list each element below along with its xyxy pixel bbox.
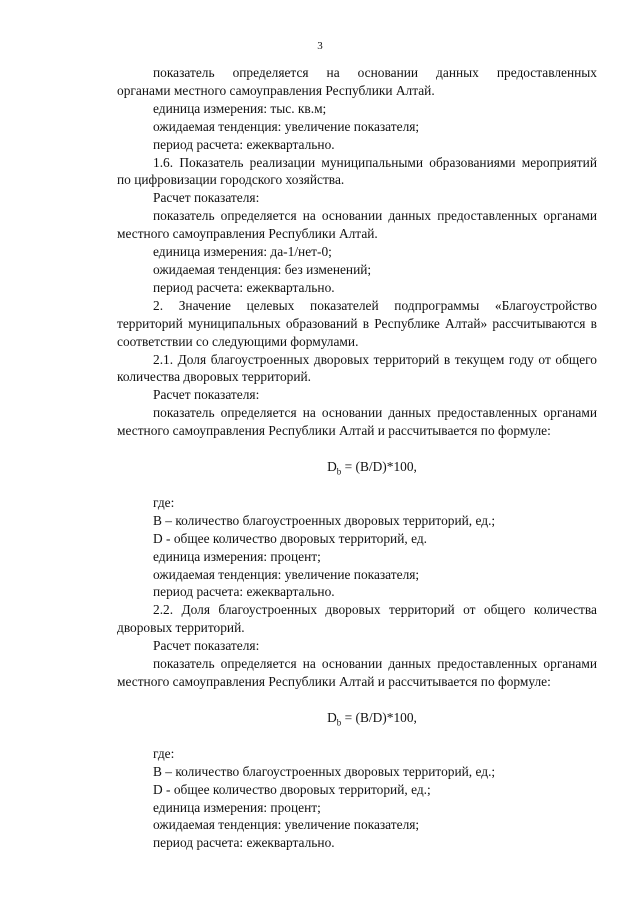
paragraph: где: [153,494,175,510]
paragraph: период расчета: ежеквартально. [153,835,335,851]
paragraph: B – количество благоустроенных дворовых территорий, ед.; [153,763,496,779]
paragraph: единица измерения: процент; [153,799,321,815]
paragraph: D - общее количество дворовых территорий, ед.; [153,781,431,797]
paragraph: органами местного самоуправления Республики Алтай. [117,82,435,98]
paragraph: Расчет показателя: [153,387,260,403]
paragraph: Расчет показателя: [153,638,260,654]
formula: $D_b = (B/D)*100$, [327,709,417,728]
paragraph: ожидаемая тенденция: без изменений; [153,261,372,277]
paragraph: 2.2. Доля благоустроенных дворовых территорий от общего количества дворовых территорий. [117,602,597,636]
paragraph: единица измерения: тыс. кв.м; [153,100,327,116]
paragraph: показатель определяется на основании данных предоставленных органами местного самоуправления Республики Алтай и рассчитывается по формуле: [117,405,597,439]
paragraph: период расчета: ежеквартально. [153,136,335,152]
paragraph: 1.6. Показатель реализации муниципальными образованиями мероприятий по цифровизации городского хозяйства. [117,154,597,188]
formula: $D_b = (B/D)*100$, [327,459,417,477]
paragraph: ожидаемая тенденция: увеличение показателя; [153,817,420,833]
paragraph: период расчета: ежеквартально. [153,584,335,600]
paragraph: 2.1. Доля благоустроенных дворовых территорий в текущем году от общего количества дворовых территорий. [117,351,597,385]
document-body [117,64,597,852]
paragraph: B – количество благоустроенных дворовых территорий, ед.; [153,512,496,528]
paragraph: Расчет показателя: [153,190,260,206]
paragraph: единица измерения: процент; [153,548,321,564]
paragraph: ожидаемая тенденция: увеличение показателя; [153,566,420,582]
paragraph: показатель определяется на основании данных предоставленных органами местного самоуправления Республики Алтай. [117,208,597,242]
page-number: 3 [317,40,323,52]
paragraph: период расчета: ежеквартально. [153,279,335,295]
paragraph: показатель определяется на основании данных предоставленных органами местного самоуправления Республики Алтай и рассчитывается по формуле: [117,656,597,689]
paragraph: ожидаемая тенденция: увеличение показателя; [153,118,420,134]
paragraph: D - общее количество дворовых территорий, ед. [153,530,428,546]
paragraph: где: [153,745,175,761]
paragraph: единица измерения: да-1/нет-0; [153,244,332,260]
paragraph: показатель определяется на основании данных предоставленных [153,65,597,80]
paragraph: 2. Значение целевых показателей подпрограммы «Благоустройство территорий муниципальных образований в Республике Алтай» рассчитываются в соответствии со следующими формулами. [117,297,597,349]
